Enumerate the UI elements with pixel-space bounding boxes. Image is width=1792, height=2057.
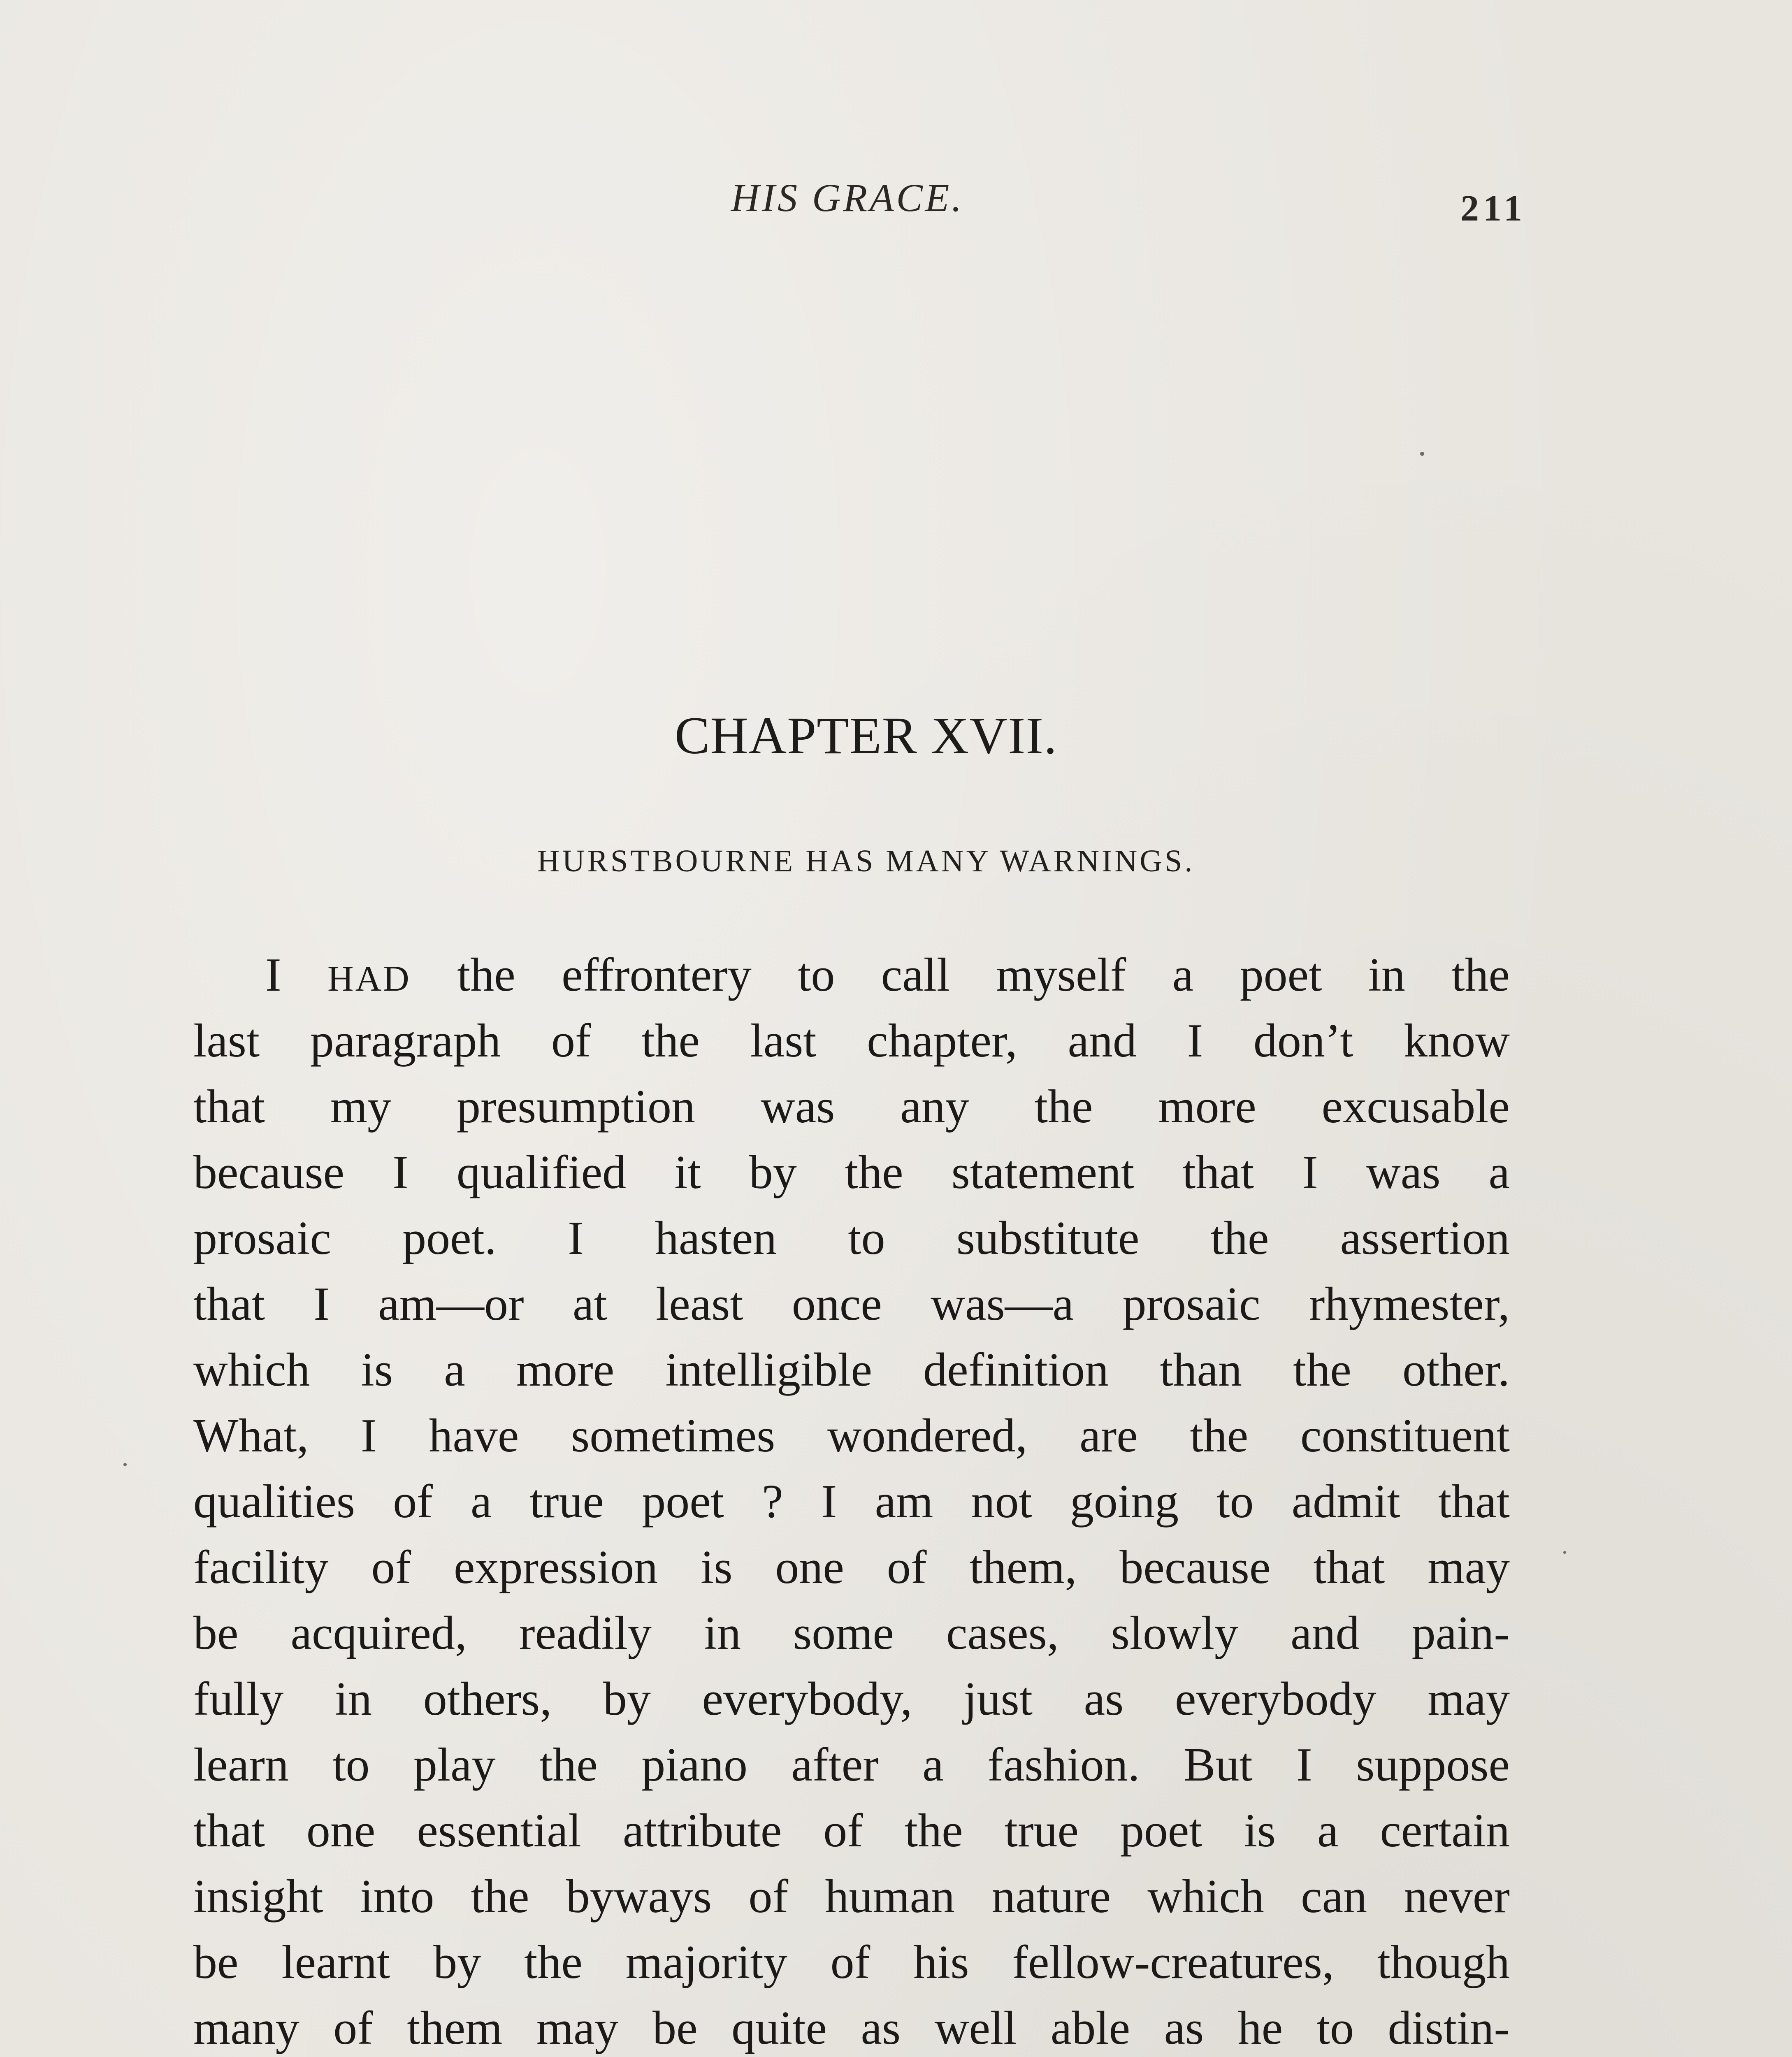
text-line: which is a more intelligible definition than the other. — [193, 1344, 1510, 1396]
text-line: that one essential attribute of the true poet is a certain — [193, 1804, 1510, 1857]
text-line: prosaic poet. I hasten to substitute the assertion — [193, 1212, 1510, 1265]
text-line: that my presumption was any the more excusable — [193, 1080, 1510, 1133]
text-line: many of them may be quite as well able as he to distin- — [193, 2002, 1510, 2055]
running-head: HIS GRACE. — [731, 176, 964, 220]
text-line: What, I have sometimes wondered, are the constituent — [193, 1409, 1510, 1462]
text-line: insight into the byways of human nature which can never — [193, 1870, 1510, 1923]
paper-speck — [1420, 452, 1424, 456]
paper-speck — [123, 1463, 127, 1466]
text-line: learn to play the piano after a fashion. But I suppose — [193, 1739, 1510, 1791]
first-line-rest: the effrontery to call myself a poet in the — [457, 949, 1510, 1001]
chapter-subtitle: HURSTBOURNE HAS MANY WARNINGS. — [537, 844, 1195, 878]
opening-word: I — [265, 949, 281, 1001]
text-line: qualities of a true poet ? I am not going to admit that — [193, 1475, 1510, 1528]
paper-speck — [1563, 1551, 1566, 1554]
body-text — [193, 942, 1510, 2057]
page-number: 211 — [1460, 188, 1526, 229]
chapter-title: CHAPTER XVII. — [674, 706, 1058, 765]
text-line: fully in others, by everybody, just as everybody may — [193, 1673, 1510, 1725]
opening-smallcaps: HAD — [327, 959, 411, 999]
text-line: facility of expression is one of them, because that may — [193, 1541, 1510, 1594]
text-line: because I qualified it by the statement that I was a — [193, 1146, 1510, 1199]
text-line: be acquired, readily in some cases, slowly and pain- — [193, 1607, 1510, 1660]
text-line-first — [193, 942, 1510, 1008]
text-line: last paragraph of the last chapter, and I don’t know — [193, 1015, 1510, 1067]
text-line: that I am—or at least once was—a prosaic rhymester, — [193, 1278, 1510, 1330]
text-line: be learnt by the majority of his fellow-creatures, though — [193, 1936, 1510, 1989]
